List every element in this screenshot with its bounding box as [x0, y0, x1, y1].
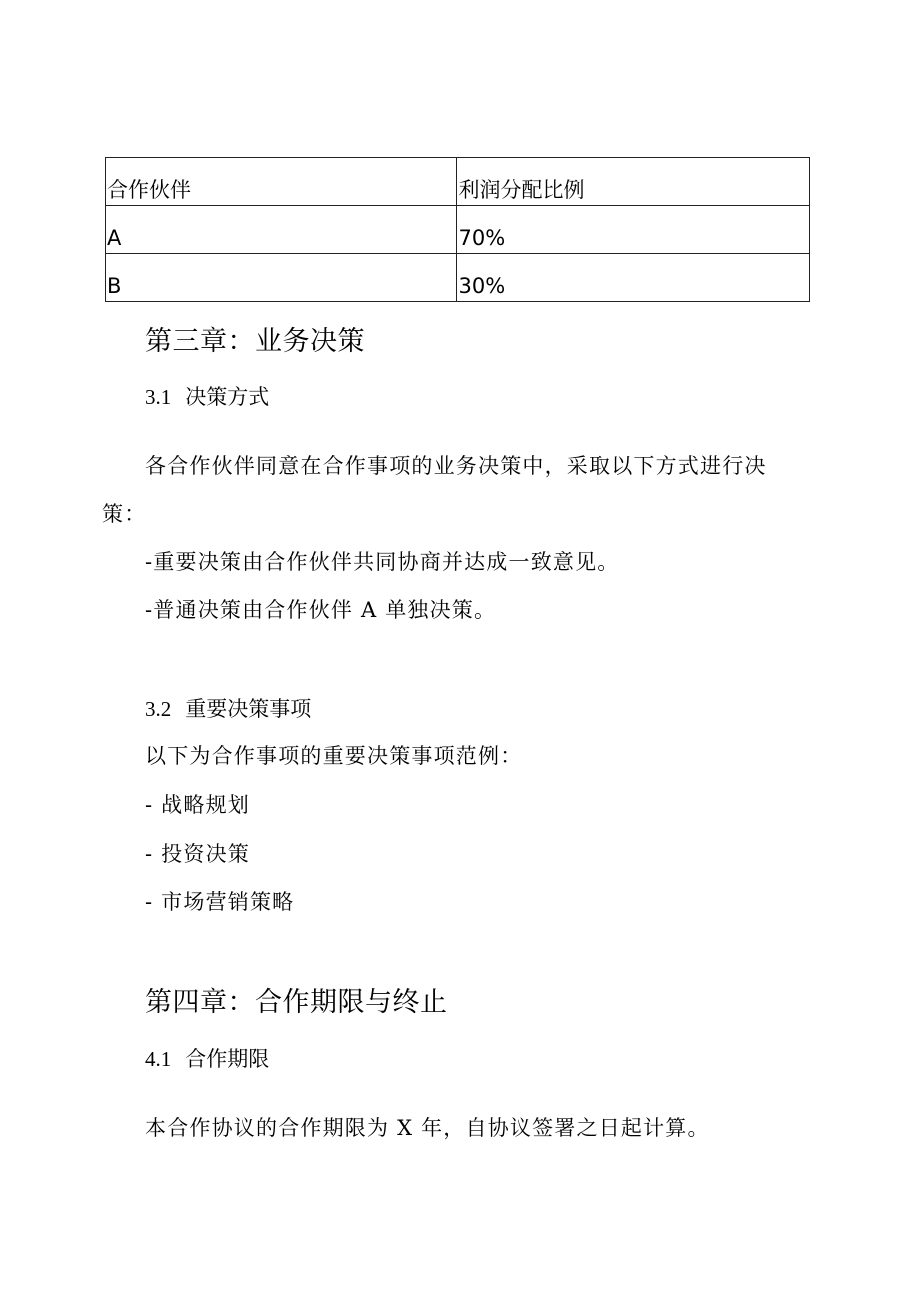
list-item: - 投资决策: [145, 842, 250, 866]
section-3-1-heading: [145, 381, 269, 411]
section-title: 合作期限: [185, 1047, 270, 1071]
section-3-2-heading: [145, 693, 311, 723]
section-title: 决策方式: [185, 385, 270, 409]
table-cell-ratio: 30%: [457, 254, 810, 302]
table-cell-partner: B: [106, 254, 457, 302]
table-row: [106, 206, 810, 254]
table-cell-ratio: 70%: [457, 206, 810, 254]
section-number: 4.1: [145, 1047, 172, 1071]
list-item: - 市场营销策略: [145, 890, 295, 914]
profit-share-table: [105, 157, 810, 302]
paragraph-line-continued: 策：: [102, 502, 147, 526]
paragraph-line: 各合作伙伴同意在合作事项的业务决策中，采取以下方式进行决: [145, 454, 767, 478]
chapter-3-title: 第三章：业务决策: [145, 326, 365, 357]
list-item: -重要决策由合作伙伴共同协商并达成一致意见。: [145, 550, 620, 574]
list-item: - 战略规划: [145, 793, 250, 817]
list-item: -普通决策由合作伙伴 A 单独决策。: [145, 598, 497, 622]
section-number: 3.1: [145, 385, 172, 409]
section-title: 重要决策事项: [185, 697, 312, 721]
table-cell-partner: A: [106, 206, 457, 254]
table-header-ratio: 利润分配比例: [457, 158, 810, 206]
section-4-1-heading: [145, 1043, 269, 1073]
table-header-partner: 合作伙伴: [106, 158, 457, 206]
chapter-4-title: 第四章：合作期限与终止: [145, 987, 448, 1018]
table-header-row: [106, 158, 810, 206]
table-row: [106, 254, 810, 302]
section-number: 3.2: [145, 697, 172, 721]
paragraph-line: 本合作协议的合作期限为 X 年，自协议签署之日起计算。: [145, 1116, 710, 1140]
paragraph-line: 以下为合作事项的重要决策事项范例：: [145, 744, 523, 768]
